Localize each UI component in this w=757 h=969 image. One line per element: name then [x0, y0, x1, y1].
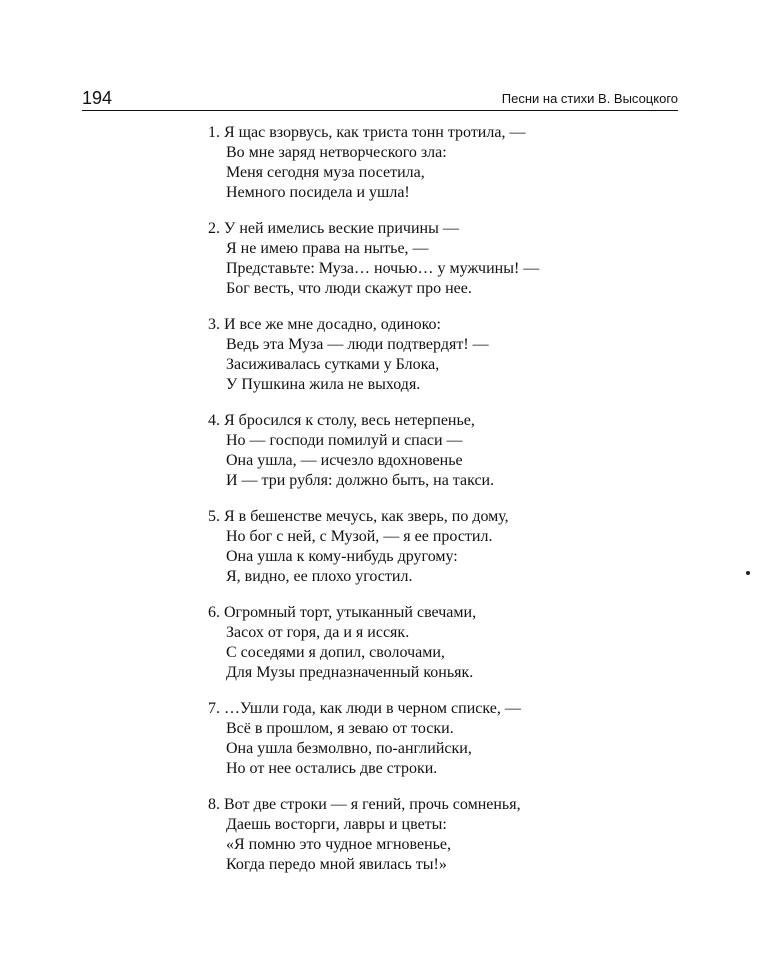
stanza-3 — [208, 315, 668, 395]
stanza-line: Я, видно, ее плохо угостил. — [226, 568, 413, 585]
stanza-line: Когда передо мной явилась ты!» — [226, 856, 447, 873]
stanza-number: 4. — [208, 412, 220, 429]
stanza-6 — [208, 603, 668, 683]
running-title: Песни на стихи В. Высоцкого — [501, 91, 678, 106]
stanza-line: Но — господи помилуй и спаси — — [226, 432, 463, 449]
stanza-line: Засиживалась сутками у Блока, — [226, 356, 440, 373]
stanza-line: Ведь эта Муза — люди подтвердят! — — [226, 336, 489, 353]
stanza-7 — [208, 699, 668, 779]
stanza-line: «Я помню это чудное мгновенье, — [226, 836, 452, 853]
stanza-number: 7. — [208, 700, 220, 717]
stanza-line: Даешь восторги, лавры и цветы: — [226, 816, 447, 833]
stanza-number: 5. — [208, 508, 220, 525]
stanza-line: Меня сегодня муза посетила, — [226, 164, 425, 181]
stanza-line: …Ушли года, как люди в черном списке, — — [224, 700, 521, 717]
stanza-line: И все же мне досадно, одиноко: — [224, 316, 441, 333]
stanza-line: Но от нее остались две строки. — [226, 760, 438, 777]
stanza-line: Она ушла к кому-нибудь другому: — [226, 548, 458, 565]
stanza-line: Огромный торт, утыканный свечами, — [224, 604, 477, 621]
stanza-line: С соседями я допил, сволочами, — [226, 644, 445, 661]
stanza-first-line — [208, 411, 668, 431]
stanza-line: Бог весть, что люди скажут про нее. — [226, 280, 472, 297]
stanza-line: И — три рубля: должно быть, на такси. — [226, 472, 495, 489]
stanza-number: 3. — [208, 316, 220, 333]
stanza-first-line — [208, 123, 668, 143]
stanza-first-line — [208, 507, 668, 527]
stanza-line: Всё в прошлом, я зеваю от тоски. — [226, 720, 454, 737]
stanza-2 — [208, 219, 668, 299]
stanza-first-line — [208, 603, 668, 623]
stanza-line: Но бог с ней, с Музой, — я ее простил. — [226, 528, 493, 545]
stanza-line: Я не имею права на нытье, — — [226, 240, 429, 257]
stanza-line: Для Музы предназначенный коньяк. — [226, 664, 474, 681]
stanza-line: У Пушкина жила не выходя. — [226, 376, 421, 393]
stanza-5 — [208, 507, 668, 587]
stanza-line: Немного посидела и ушла! — [226, 184, 410, 201]
stanza-1 — [208, 123, 668, 203]
stanza-line: Я бросился к столу, весь нетерпенье, — [224, 412, 475, 429]
stanza-number: 6. — [208, 604, 220, 621]
stanza-line: Засох от горя, да и я иссяк. — [226, 624, 410, 641]
stanza-line: Представьте: Муза… ночью… у мужчины! — — [226, 260, 540, 277]
margin-dot-mark — [746, 571, 750, 575]
stanza-line: Я щас взорвусь, как триста тонн тротила, — — [224, 124, 526, 141]
stanza-line: Она ушла, — исчезло вдохновенье — [226, 452, 463, 469]
stanza-first-line — [208, 315, 668, 335]
stanza-line: Она ушла безмолвно, по-английски, — [226, 740, 472, 757]
stanza-first-line — [208, 795, 668, 815]
stanza-number: 1. — [208, 124, 220, 141]
stanza-line: Я в бешенстве мечусь, как зверь, по дому, — [224, 508, 509, 525]
stanza-first-line — [208, 219, 668, 239]
page-number: 194 — [82, 88, 113, 108]
stanza-number: 2. — [208, 220, 220, 237]
stanza-first-line — [208, 699, 668, 719]
stanza-line: Во мне заряд нетворческого зла: — [226, 144, 447, 161]
page-header — [82, 88, 678, 111]
stanza-number: 8. — [208, 796, 220, 813]
stanza-line: Вот две строки — я гений, прочь сомненья, — [224, 796, 521, 813]
stanza-4 — [208, 411, 668, 491]
stanza-line: У ней имелись веские причины — — [224, 220, 459, 237]
stanza-8 — [208, 795, 668, 875]
